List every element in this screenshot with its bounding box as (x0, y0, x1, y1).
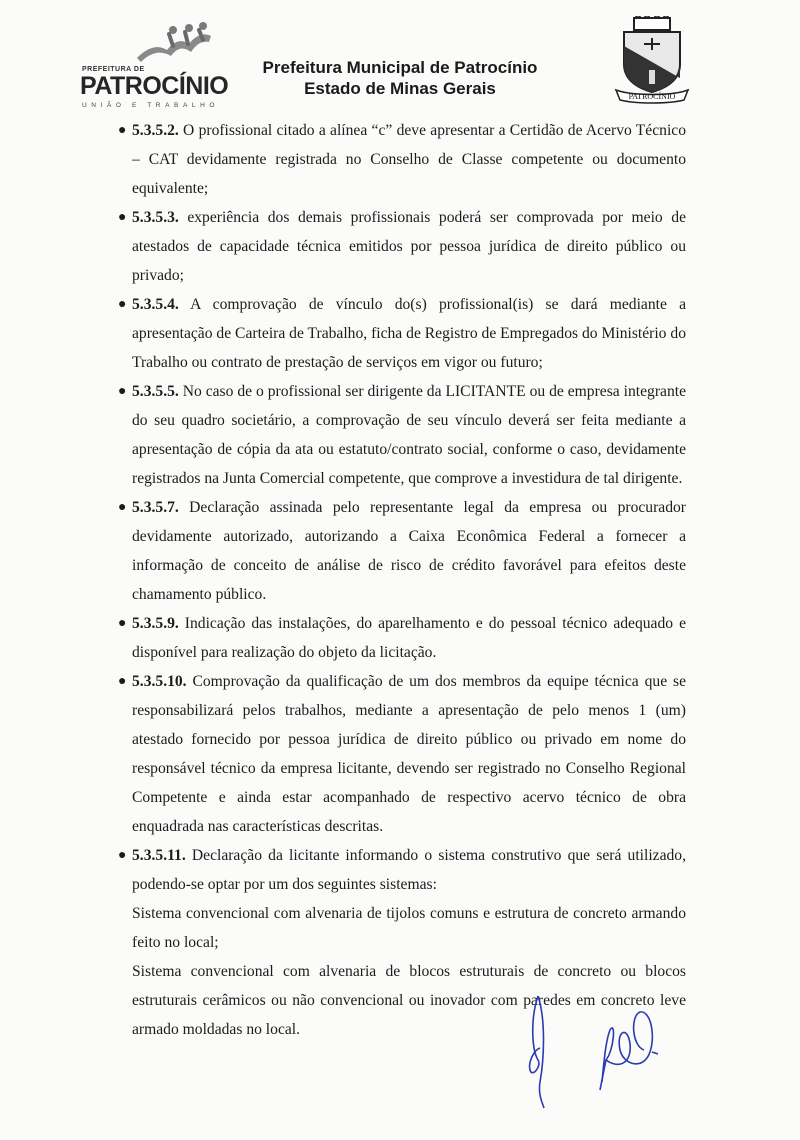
bullet-icon: ● (118, 210, 127, 225)
clause-number: 5.3.5.10. (132, 673, 187, 690)
clause-5-3-5-7 (118, 493, 686, 609)
clause-number: 5.3.5.9. (132, 615, 179, 632)
clause-number: 5.3.5.11. (132, 847, 186, 864)
clause-5-3-5-2 (118, 116, 686, 203)
clause-number: 5.3.5.7. (132, 499, 179, 516)
page-header (0, 0, 800, 112)
document-body (118, 116, 686, 1044)
bullet-icon: ● (118, 123, 127, 138)
clause-5-3-5-4 (118, 290, 686, 377)
clause-text: A comprovação de vínculo do(s) profissional(is) se dará mediante a apresentação de Carteira de Trabalho, ficha de Registro de Empregados do Ministério do Trabalho ou contrato de prestação de serviços em vigor ou futuro; (132, 296, 686, 371)
header-subtitle: Estado de Minas Gerais (304, 79, 496, 98)
clause-number: 5.3.5.2. (132, 122, 179, 139)
bullet-icon: ● (118, 500, 127, 515)
logo-top-text: PREFEITURA DE (82, 66, 145, 73)
system-option-structural-blocks: Sistema convencional com alvenaria de blocos estruturais de concreto ou blocos estruturais cerâmicos ou não convencional ou inovador com paredes em concreto leve armado moldadas no local. (132, 963, 686, 1038)
clause-text: Declaração assinada pelo representante legal da empresa ou procurador devidamente autorizado, autorizando a Caixa Econômica Federal a fornecer a informação de conceito de análise de risco de crédito favorável para efeitos deste chamamento público. (132, 499, 686, 603)
logo-tagline: UNIÃO E TRABALHO (82, 102, 220, 109)
clause-5-3-5-5 (118, 377, 686, 493)
clause-number: 5.3.5.3. (132, 209, 179, 226)
bullet-icon: ● (118, 384, 127, 399)
clause-5-3-5-9 (118, 609, 686, 667)
clause-text: experiência dos demais profissionais poderá ser comprovada por meio de atestados de capacidade técnica emitidos por pessoa jurídica de direito público ou privado; (132, 209, 686, 284)
clause-5-3-5-11 (118, 841, 686, 899)
clause-text: O profissional citado a alínea “c” deve apresentar a Certidão de Acervo Técnico – CAT devidamente registrada no Conselho de Classe competente ou documento equivalente; (132, 122, 686, 197)
clause-text: Declaração da licitante informando o sistema construtivo que será utilizado, podendo-se optar por um dos seguintes sistemas: (132, 847, 686, 893)
system-option-conventional-bricks: Sistema convencional com alvenaria de tijolos comuns e estrutura de concreto armando feito no local; (132, 905, 686, 951)
header-title: Prefeitura Municipal de Patrocínio (262, 58, 538, 77)
clause-5-3-5-3 (118, 203, 686, 290)
signatures (520, 990, 700, 1110)
clause-5-3-5-10 (118, 667, 686, 841)
bullet-icon: ● (118, 848, 127, 863)
signature-1-icon (530, 996, 544, 1108)
bullet-icon: ● (118, 297, 127, 312)
crest-banner-text: PATROCÍNIO (628, 92, 676, 101)
people-figures-icon (133, 22, 213, 62)
clause-number: 5.3.5.4. (132, 296, 179, 313)
clause-text: No caso de o profissional ser dirigente da LICITANTE ou de empresa integrante do seu quadro societário, a comprovação de seu vínculo deverá ser feita mediante a apresentação de cópia da ata ou estatuto/contrato social, conforme o caso, devidamente registrados na Junta Comercial competente, que comprove a investidura de tal dirigente. (132, 383, 686, 487)
municipal-coat-of-arms-icon (612, 16, 692, 106)
signature-2-icon (600, 1012, 658, 1090)
bullet-icon: ● (118, 616, 127, 631)
clause-number: 5.3.5.5. (132, 383, 179, 400)
clause-text: Comprovação da qualificação de um dos membros da equipe técnica que se responsabilizará pelos trabalhos, mediante a apresentação de pelo menos 1 (um) atestado fornecido por pessoa jurídica de direito público ou privado em nome do responsável técnico da empresa licitante, devendo ser registrado no Conselho Regional Competente e ainda estar acompanhado de respectivo acervo técnico de obra enquadrada nas características descritas. (132, 673, 686, 835)
clause-text: Indicação das instalações, do aparelhamento e do pessoal técnico adequado e disponível para realização do objeto da licitação. (132, 615, 686, 661)
bullet-icon: ● (118, 674, 127, 689)
logo-name: PATROCÍNIO (80, 72, 229, 100)
